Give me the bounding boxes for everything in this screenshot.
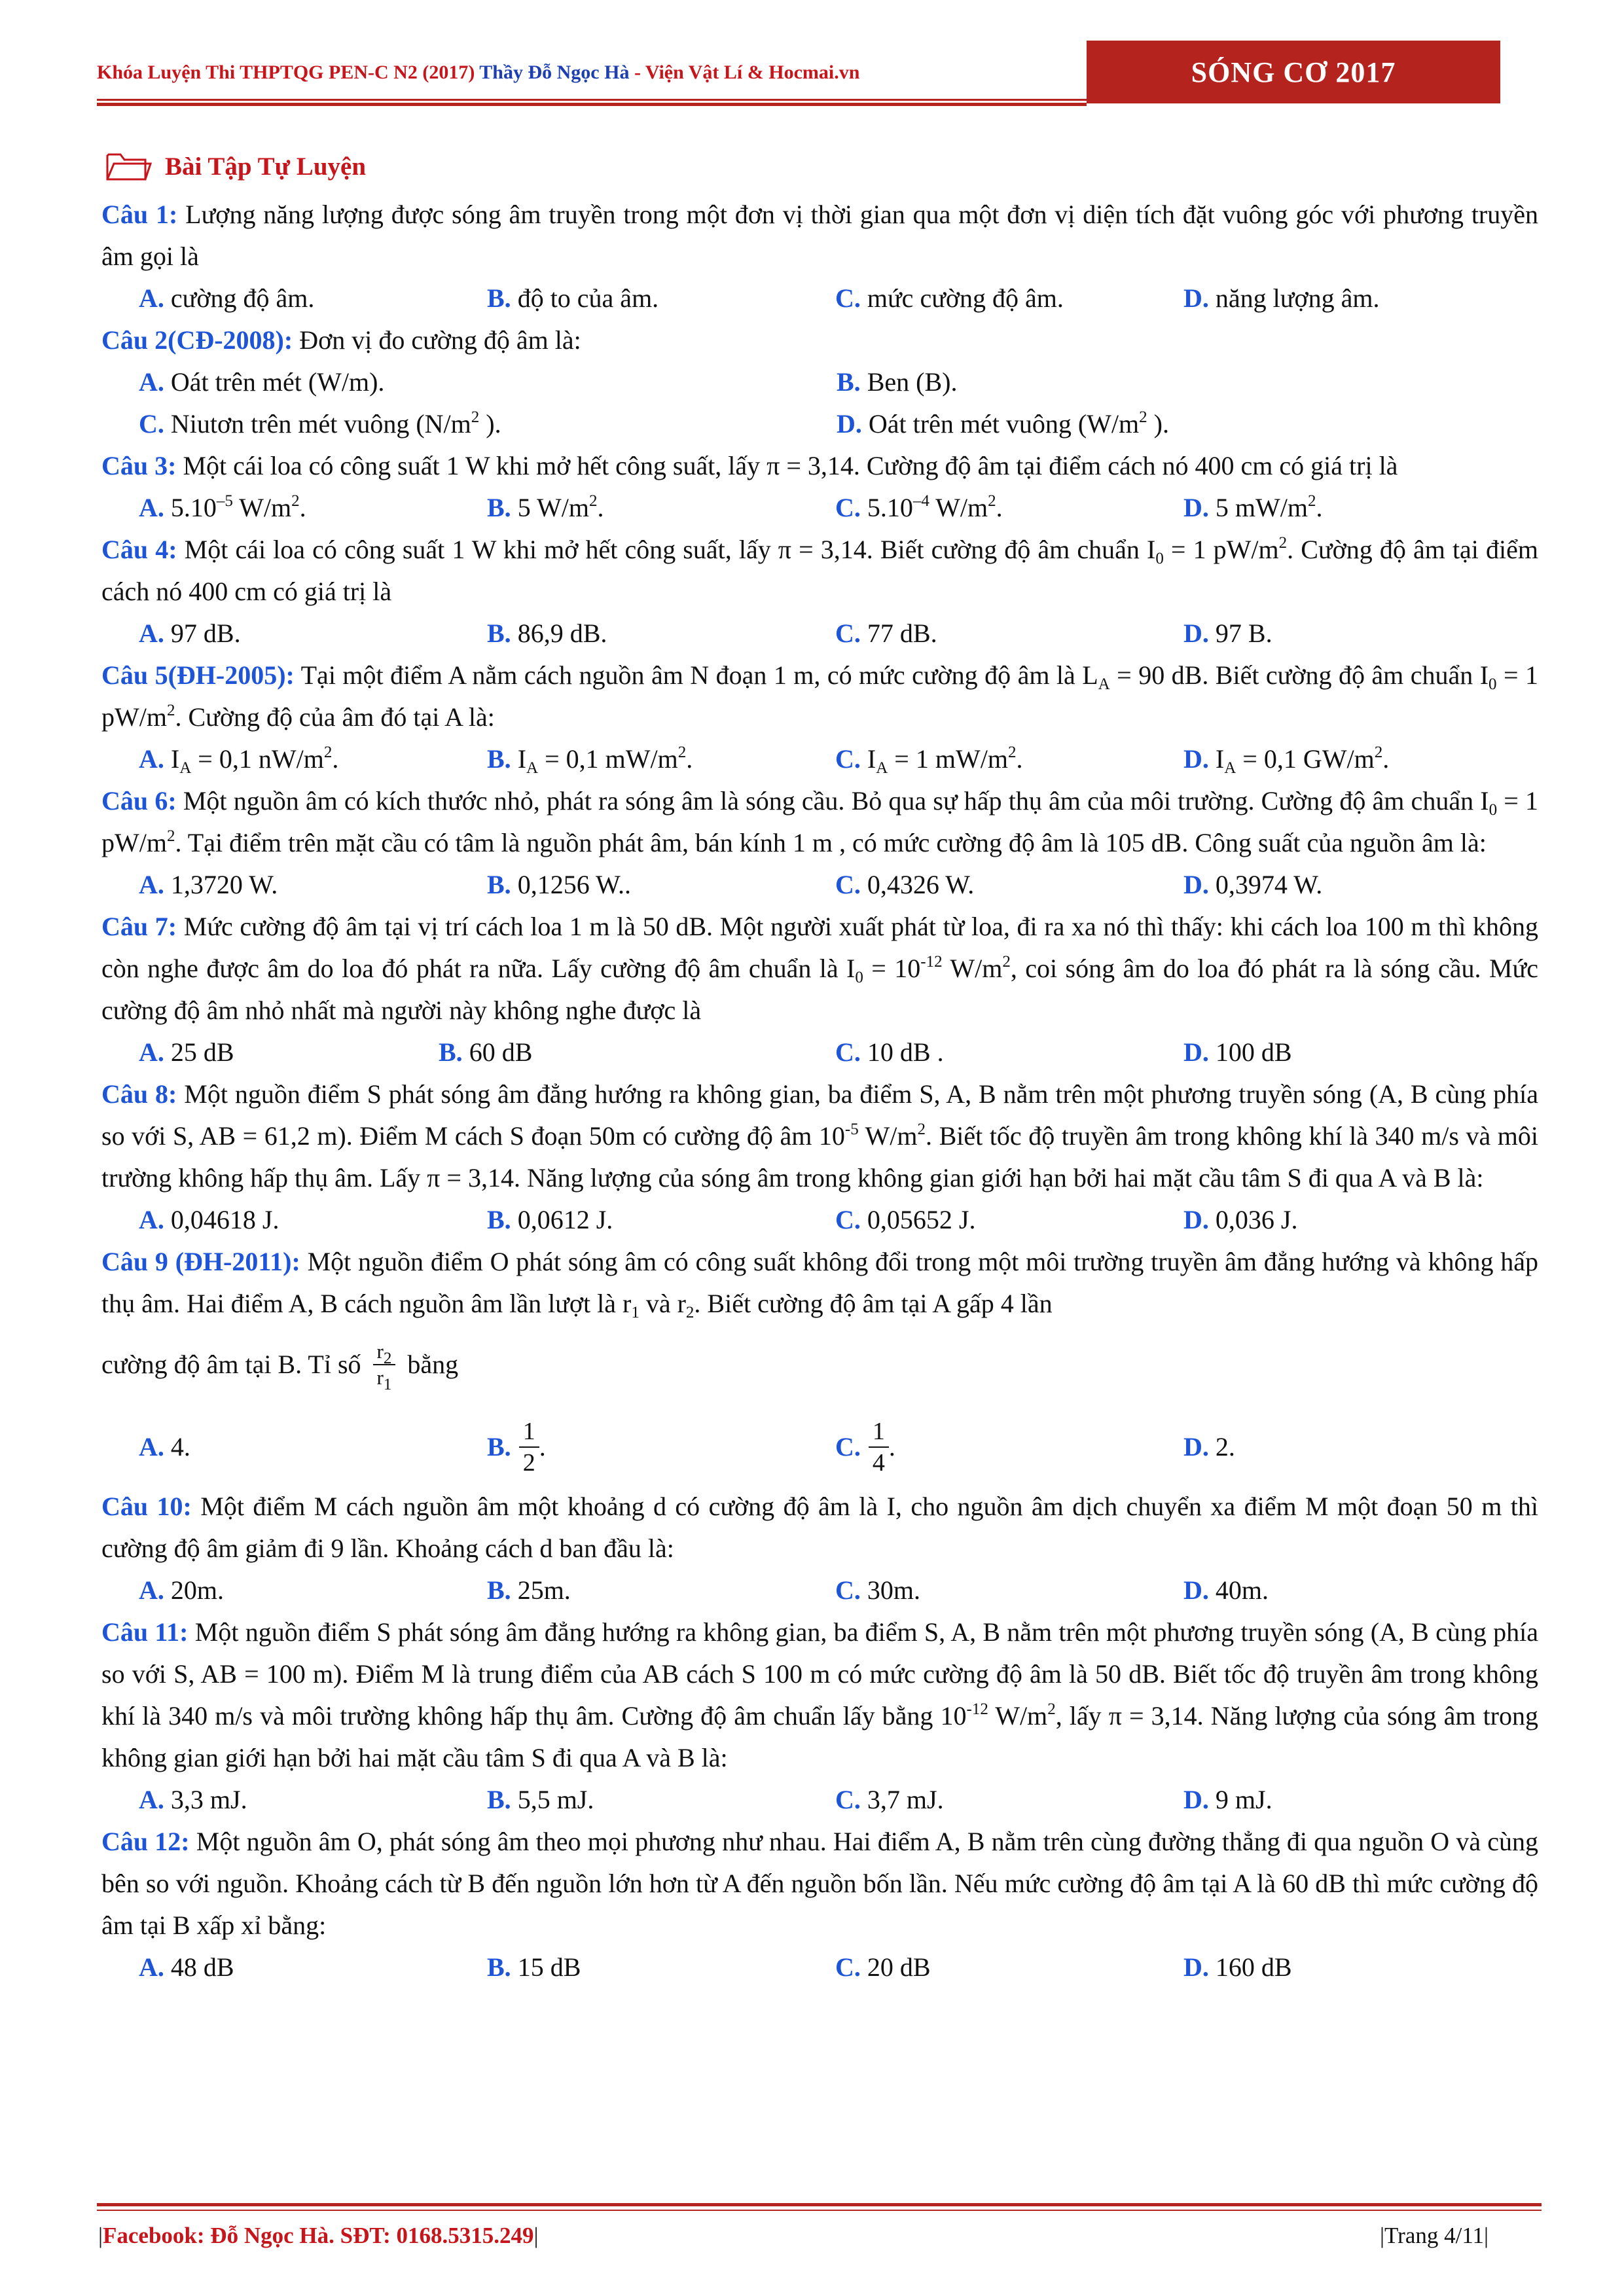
options-row	[101, 738, 1538, 780]
question-label: Câu 3:	[101, 451, 177, 480]
footer-contact: |Facebook: Đỗ Ngọc Hà. SĐT: 0168.5315.249|	[98, 2223, 539, 2248]
fraction: $\frac{1}{4}$	[869, 1416, 889, 1478]
options-row	[101, 1946, 1538, 1988]
option-c: C. Niutơn trên mét vuông ($N/m^2$ ).	[139, 408, 501, 439]
options-row	[101, 1570, 1538, 1611]
question-4	[101, 529, 1538, 613]
option-d: D. 9 mJ.	[1183, 1785, 1272, 1814]
option-b: B. 5,5 mJ.	[487, 1785, 594, 1814]
options-row	[101, 1199, 1538, 1241]
footer-rule	[97, 2203, 1542, 2206]
question-label: Câu 2(CĐ-2008):	[101, 325, 293, 355]
question-label: Câu 6:	[101, 786, 177, 816]
section-heading	[105, 149, 366, 183]
question-text: Một cái loa có công suất 1 W khi mở hết công suất, lấy π = 3,14. Cường độ âm tại điểm cách nó 400 cm có giá trị là	[183, 451, 1398, 480]
question-9	[101, 1241, 1538, 1325]
option-c: C. 0,05652 J.	[835, 1205, 976, 1234]
question-label: Câu 11:	[101, 1617, 189, 1647]
option-b: B. 15 dB	[487, 1952, 581, 1982]
question-text: Mức cường độ âm tại vị trí cách loa 1 m là 50 dB. Một người xuất phát từ loa, đi ra xa nó thì thấy: khi cách loa 100 m thì không còn nghe được âm do loa đó phát ra nữa. Lấy cường độ âm chuẩn là $I_0 = 10^{-12}$ $W/m^2$, coi sóng âm do loa đó phát ra là sóng cầu. Mức cường độ âm nhỏ nhất mà người này không nghe được là	[101, 912, 1539, 1025]
question-8	[101, 1073, 1538, 1199]
option-d: D. năng lượng âm.	[1183, 283, 1380, 313]
option-d: D. 5 $mW/m^2$.	[1183, 492, 1323, 522]
footer-contact-text: Facebook: Đỗ Ngọc Hà. SĐT: 0168.5315.249	[103, 2223, 534, 2248]
options-row	[101, 361, 1538, 403]
question-6	[101, 780, 1538, 864]
option-a: A. 4.	[139, 1432, 190, 1462]
question-text: Một nguồn âm có kích thước nhỏ, phát ra sóng âm là sóng cầu. Bỏ qua sự hấp thụ âm của môi trường. Cường độ âm chuẩn $I_0 = 1$ $pW/m^2$. Tại điểm trên mặt cầu có tâm là nguồn phát âm, bán kính 1 m , có mức cường độ âm là 105 dB. Công suất của nguồn âm là:	[101, 786, 1539, 857]
question-2	[101, 319, 1538, 361]
question-11	[101, 1611, 1538, 1779]
footer-page-number: |Trang 4/11|	[1380, 2223, 1489, 2248]
question-text: Một nguồn điểm S phát sóng âm đẳng hướng ra không gian, ba điểm S, A, B nằm trên một phương truyền sóng (A, B cùng phía so với S, AB = 61,2 m). Điểm M cách S đoạn 50m có cường độ âm $10^{-5}$ $W/m^2$. Biết tốc độ truyền âm trong không khí là 340 m/s và môi trường không hấp thụ âm. Lấy π = 3,14. Năng lượng của sóng âm trong không gian giới hạn bởi hai mặt cầu tâm S đi qua A và B là:	[101, 1079, 1539, 1193]
option-c: C. mức cường độ âm.	[835, 283, 1064, 313]
options-row	[101, 403, 1538, 445]
question-1	[101, 194, 1538, 278]
question-text: Một cái loa có công suất 1 W khi mở hết công suất, lấy π = 3,14. Biết cường độ âm chuẩn $I_0 = 1$ $pW/m^2$. Cường độ âm tại điểm cách nó 400 cm có giá trị là	[101, 534, 1539, 606]
option-b: B. $\frac{1}{2}$ .	[487, 1418, 546, 1477]
option-d: D. 2.	[1183, 1432, 1235, 1462]
options-row	[101, 613, 1538, 655]
question-text: Một nguồn điểm O phát sóng âm có công suất không đổi trong một môi trường truyền âm đẳng hướng và không hấp thụ âm. Hai điểm A, B cách nguồn âm lần lượt là $r_1$ và $r_2$. Biết cường độ âm tại A gấp 4 lần	[101, 1247, 1539, 1321]
option-a: A. $5.10^{-5}$ $W/m^2$.	[139, 492, 306, 522]
page-number: Trang 4/11	[1384, 2223, 1485, 2248]
section-title: Bài Tập Tự Luyện	[165, 152, 367, 181]
option-d: D. $I_A = 0,1$ $GW/m^2$.	[1183, 744, 1390, 777]
option-c: C. 10 dB .	[835, 1037, 944, 1067]
options-row	[101, 1779, 1538, 1821]
option-b: B. 0,1256 W..	[487, 870, 632, 899]
option-d: D. Oát trên mét vuông ($W/m^2$ ).	[837, 408, 1169, 439]
option-c: C. 30m.	[835, 1575, 921, 1605]
header-course: Khóa Luyện Thi THPTQG PEN-C N2 (2017)	[97, 62, 475, 83]
question-text: Đơn vị đo cường độ âm là:	[299, 325, 581, 355]
question-label: Câu 1:	[101, 200, 178, 229]
option-c: C. $I_A = 1$ $mW/m^2$.	[835, 744, 1023, 777]
option-a: A. Oát trên mét (W/m).	[139, 367, 385, 397]
folder-icon	[105, 149, 152, 183]
option-c: C. 77 dB.	[835, 619, 937, 648]
question-text: Lượng năng lượng được sóng âm truyền trong một đơn vị thời gian qua một đơn vị diện tích đặt vuông góc với phương truyền âm gọi là	[101, 200, 1539, 271]
question-text: Một nguồn âm O, phát sóng âm theo mọi phương như nhau. Hai điểm A, B nằm trên cùng đường thẳng đi qua nguồn O và cùng bên so với nguồn. Khoảng cách từ B đến nguồn lớn hơn từ A đến nguồn bốn lần. Nếu mức cường độ âm tại A là 60 dB thì mức cường độ âm tại B xấp xỉ bằng:	[101, 1827, 1539, 1940]
header-rule-thick	[97, 103, 1087, 106]
option-b: B. 25m.	[487, 1575, 571, 1605]
question-label: Câu 5(ĐH-2005):	[101, 660, 295, 690]
option-d: D. 0,036 J.	[1183, 1205, 1298, 1234]
option-a: A. 1,3720 W.	[139, 870, 278, 899]
question-label: Câu 10:	[101, 1492, 192, 1521]
option-b: B. $I_A = 0,1$ $mW/m^2$.	[487, 744, 693, 777]
question-label: Câu 7:	[101, 912, 177, 941]
option-a: A. 3,3 mJ.	[139, 1785, 247, 1814]
option-b: B. Ben (B).	[837, 367, 958, 397]
fraction: $\frac{1}{2}$	[519, 1416, 539, 1478]
option-d: D. 40m.	[1183, 1575, 1269, 1605]
option-c: C. 20 dB	[835, 1952, 931, 1982]
options-row	[101, 864, 1538, 906]
footer-rule-thin	[97, 2210, 1542, 2211]
option-b: B. 86,9 dB.	[487, 619, 607, 648]
option-c: C. 0,4326 W.	[835, 870, 975, 899]
question-label: Câu 12:	[101, 1827, 190, 1856]
question-label: Câu 9 (ĐH-2011):	[101, 1247, 300, 1276]
question-label: Câu 8:	[101, 1079, 177, 1109]
question-label: Câu 4:	[101, 535, 177, 564]
header-topic-badge: SÓNG CƠ 2017	[1087, 41, 1500, 103]
header-teacher: Thầy Đỗ Ngọc Hà	[479, 62, 630, 83]
question-7	[101, 906, 1538, 1031]
option-d: D. 97 B.	[1183, 619, 1272, 648]
option-b: B. 0,0612 J.	[487, 1205, 613, 1234]
option-a: A. 25 dB	[139, 1037, 234, 1067]
option-d: D. 0,3974 W.	[1183, 870, 1323, 899]
option-d: D. 100 dB	[1183, 1037, 1292, 1067]
option-a: A. $I_A = 0,1$ $nW/m^2$.	[139, 744, 339, 777]
option-b: B. 60 dB	[439, 1037, 533, 1067]
question-5	[101, 655, 1538, 738]
question-9-ratio-line: cường độ âm tại B. Tỉ số $\frac{r_2}{r_1}$ bằng	[101, 1340, 459, 1393]
options-row	[101, 487, 1538, 529]
option-a: A. 48 dB	[139, 1952, 234, 1982]
option-d: D. 160 dB	[1183, 1952, 1292, 1982]
options-row	[101, 1031, 1538, 1073]
options-row	[101, 1408, 1538, 1486]
question-text: Một nguồn điểm S phát sóng âm đẳng hướng ra không gian, ba điểm S, A, B nằm trên một phương truyền sóng (A, B cùng phía so với S, AB = 100 m). Điểm M là trung điểm của AB cách S 100 m có mức cường độ âm là 50 dB. Biết tốc độ truyền âm trong không khí là 340 m/s và môi trường không hấp thụ âm. Cường độ âm chuẩn lấy bằng $10^{-12}$ $W/m^2$, lấy π = 3,14. Năng lượng của sóng âm trong không gian giới hạn bởi hai mặt cầu tâm S đi qua A và B là:	[101, 1617, 1539, 1772]
question-12	[101, 1821, 1538, 1946]
question-text: Một điểm M cách nguồn âm một khoảng d có cường độ âm là I, cho nguồn âm dịch chuyển xa điểm M một đoạn 50 m thì cường độ âm giảm đi 9 lần. Khoảng cách d ban đầu là:	[101, 1492, 1538, 1563]
question-3	[101, 445, 1538, 487]
header-institute: - Viện Vật Lí & Hocmai.vn	[634, 62, 860, 83]
header-course-line	[97, 62, 859, 84]
option-a: A. 0,04618 J.	[139, 1205, 280, 1234]
option-a: A. cường độ âm.	[139, 283, 315, 313]
option-b: B. độ to của âm.	[487, 283, 659, 313]
question-list	[101, 194, 1538, 1988]
option-a: A. 97 dB.	[139, 619, 241, 648]
ratio-fraction: $\frac{r_2}{r_1}$	[373, 1339, 396, 1390]
option-b: B. 5 $W/m^2$.	[487, 492, 604, 522]
option-c: C. $\frac{1}{4}$ .	[835, 1418, 895, 1477]
question-10	[101, 1486, 1538, 1570]
option-c: C. $5.10^{-4}$ $W/m^2$.	[835, 492, 1003, 522]
option-a: A. 20m.	[139, 1575, 225, 1605]
header-rule	[97, 99, 1087, 101]
option-c: C. 3,7 mJ.	[835, 1785, 944, 1814]
question-text: Tại một điểm A nằm cách nguồn âm N đoạn 1 m, có mức cường độ âm là $L_A = 90$ dB. Biết cường độ âm chuẩn $I_0 = 1$ $pW/m^2$. Cường độ của âm đó tại A là:	[101, 660, 1539, 732]
options-row	[101, 278, 1538, 319]
